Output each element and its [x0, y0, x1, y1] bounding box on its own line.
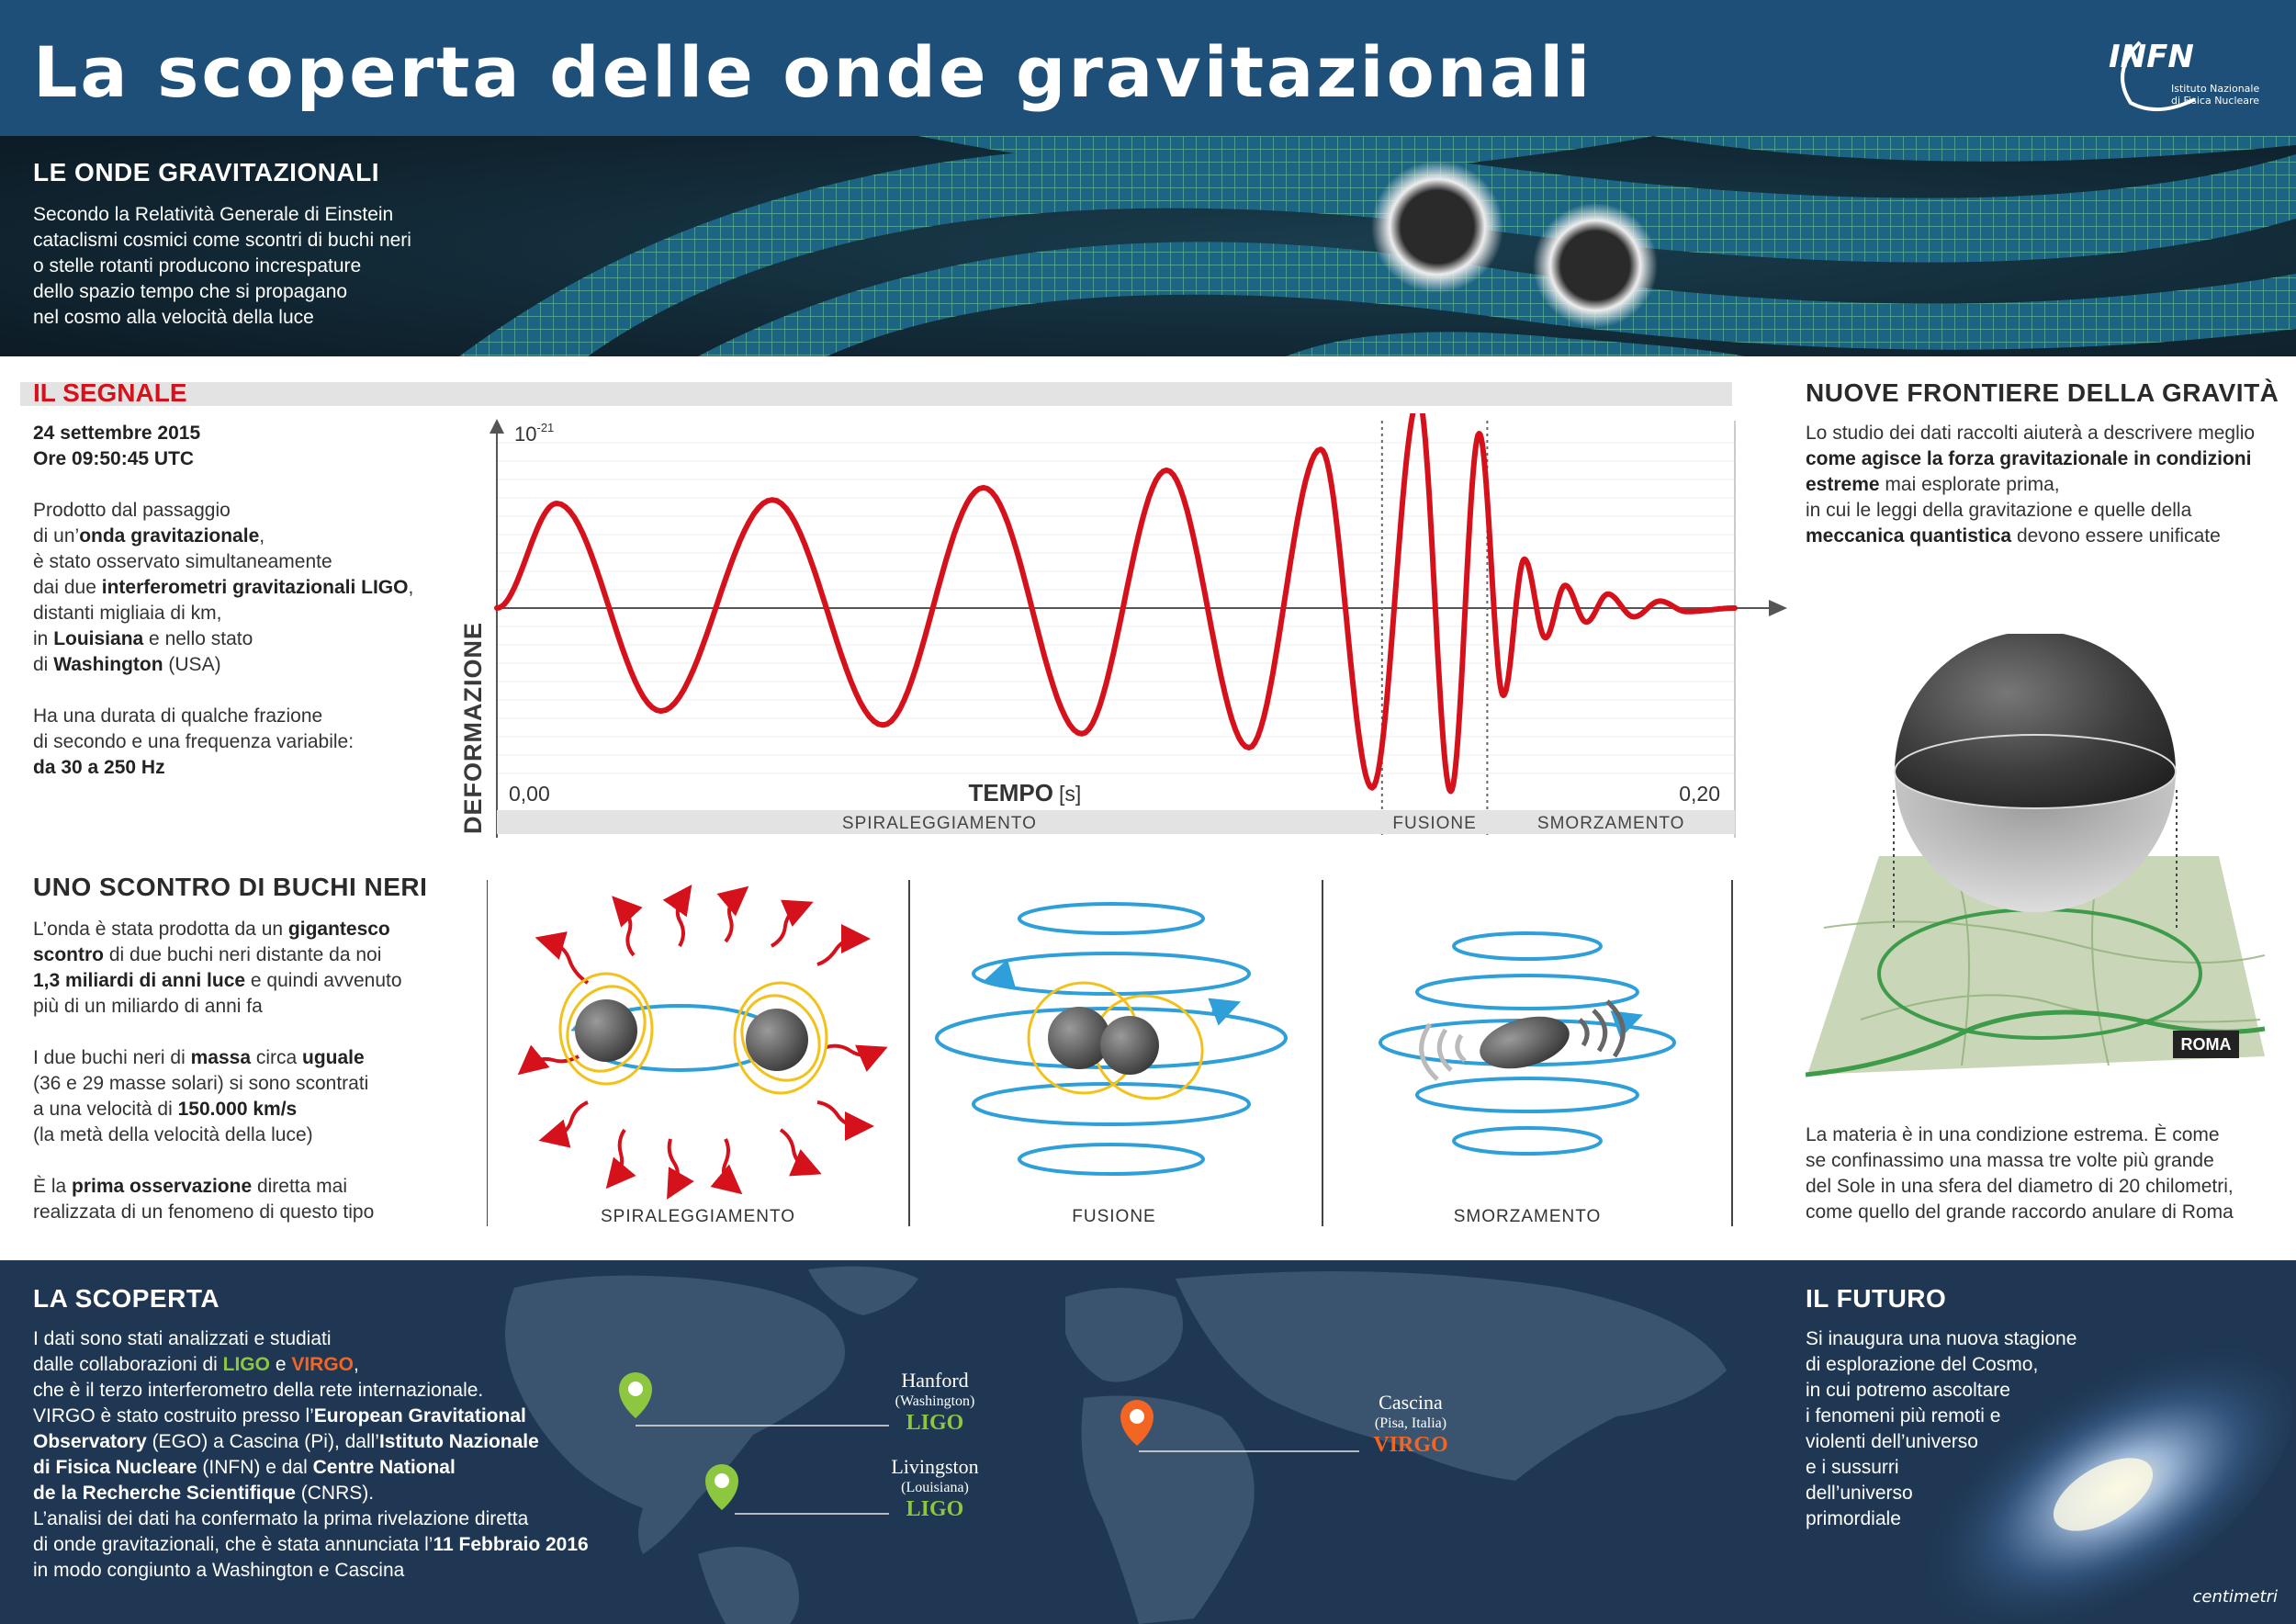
future-text: Si inaugura una nuova stagione di esplorazione del Cosmo, in cui potremo ascoltare i fenomeni più remoti e violenti dell’universo e i sussurri dell’universo primordiale [1806, 1328, 2077, 1529]
infn-logo [2103, 35, 2278, 112]
signal-heading-bar [20, 382, 1732, 406]
collision-illustrations [487, 873, 1745, 1231]
signal-chart [441, 413, 1800, 845]
x-axis-label: TEMPO [968, 779, 1053, 806]
future-heading: IL FUTURO [1806, 1284, 1947, 1313]
x-tick-start: 0,00 [509, 782, 550, 806]
site-hanford-detector: LIGO [906, 1411, 964, 1435]
header-bar [0, 0, 2296, 136]
site-hanford-region: (Washington) [895, 1393, 975, 1409]
x-tick-end: 0,20 [1679, 782, 1720, 806]
merging-black-hole-2 [1100, 1016, 1159, 1075]
scene-spiraleggiamento [529, 896, 874, 1226]
site-livingston-name: Livingston [891, 1455, 979, 1478]
intro-heading: LE ONDE GRAVITAZIONALI [33, 158, 380, 186]
scene-smorzamento [1380, 933, 1674, 1226]
credit-text: centimetri [2192, 1587, 2278, 1607]
intro-text: Secondo la Relatività Generale di Einstein cataclismi cosmici come scontri di buchi neri o stelle rotanti producono increspature dello spazio tempo che si propagano nel cosmo alla velocità della luce [33, 204, 411, 328]
site-cascina-detector: VIRGO [1373, 1433, 1448, 1457]
black-hole-2 [1533, 203, 1658, 328]
merging-black-hole-1 [1048, 1007, 1110, 1069]
roma-label: ROMA [2180, 1035, 2232, 1054]
discovery-heading: LA SCOPERTA [33, 1284, 220, 1313]
site-hanford-name: Hanford [901, 1369, 969, 1392]
discovery-text: I dati sono stati analizzati e studiati dalle collaborazioni di LIGO e VIRGO, che è il terzo interferometro della rete internazionale. VIRGO è stato costruito presso l’European Gravitational Observatory (EGO) a Cascina (Pi), dall’Istituto Nazionale di Fisica Nucleare (INFN) e dal Centre National de la Recherche Scientifique (CNRS). L’analisi dei dati ha confermato la prima rivelazione diretta di onde gravitazionali, che è stata annunciata l’11 Febbraio 2016 in modo congiunto a Washington e Cascina [33, 1328, 589, 1581]
signal-waveform [497, 413, 1735, 792]
site-cascina-name: Cascina [1379, 1391, 1443, 1414]
logo-subtitle: Istituto Nazionale di Fisica Nucleare [2171, 83, 2260, 107]
signal-text: 24 settembre 2015 Ore 09:50:45 UTC Prodotto dal passaggio di un’onda gravitazionale, è stato osservato simultaneamente dai due interferometri gravitazionali LIGO, distanti migliaia di km, in Louisiana e nello stato di Washington (USA) Ha una durata di qualche frazione di secondo e una frequenza variabile: da 30 a 250 Hz [33, 423, 414, 778]
frontiers-text: Lo studio dei dati raccolti aiuterà a descrivere meglio come agisce la forza gravitazionale in condizioni estreme mai esplorate prima, in cui le leggi della gravitazione e quelle della meccanica quantistica devono essere unificate [1806, 423, 2256, 547]
phase-label-smorzamento: SMORZAMENTO [1536, 814, 1685, 833]
scene-label-fusione: FUSIONE [1072, 1207, 1156, 1226]
y-axis-label: DEFORMAZIONE [459, 622, 487, 834]
frontiers-text-2: La materia è in una condizione estrema. È come se confinassimo una massa tre volte più grande del Sole in una sfera del diametro di 20 chilometri, come quello del grande raccordo anulare di Roma [1806, 1124, 2234, 1223]
footer-section [0, 1260, 2296, 1624]
scene-fusione [937, 904, 1286, 1226]
y-unit-label: $10^{-21}$ [514, 421, 555, 445]
scene-label-smorzamento: SMORZAMENTO [1453, 1207, 1602, 1226]
site-cascina-region: (Pisa, Italia) [1374, 1415, 1447, 1431]
page-title: La scoperta delle onde gravitazionali [33, 31, 1593, 113]
phase-label-fusione: FUSIONE [1392, 814, 1477, 833]
frontiers-heading: NUOVE FRONTIERE DELLA GRAVITÀ [1806, 378, 2279, 407]
phase-label-spiraleggiamento: SPIRALEGGIAMENTO [841, 814, 1037, 833]
black-hole-1 [1371, 161, 1503, 293]
continents [505, 1267, 1727, 1624]
collision-heading: UNO SCONTRO DI BUCHI NERI [33, 873, 428, 901]
merged-black-hole [1474, 1008, 1575, 1077]
sphere-over-rome-illustration [1806, 634, 2283, 1093]
y-axis-arrow-icon [490, 419, 504, 434]
logo-text: INFN [2109, 39, 2194, 75]
black-hole-ball-1 [575, 999, 637, 1062]
site-livingston-region: (Louisiana) [901, 1480, 969, 1495]
signal-heading: IL SEGNALE [33, 378, 187, 407]
site-livingston-detector: LIGO [906, 1497, 964, 1521]
livingston-pin-icon [705, 1464, 738, 1510]
x-axis-arrow-icon [1769, 600, 1787, 616]
collision-text: L’onda è stata prodotta da un gigantesco scontro di due buchi neri distante da noi 1,3 miliardi di anni luce e quindi avvenuto più di un miliardo di anni fa I due buchi neri di massa circa uguale (36 e 29 masse solari) si sono scontrati a una velocità di 150.000 km/s (la metà della velocità della luce) È la prima osservazione diretta mai realizzata di un fenomeno di questo tipo [33, 919, 402, 1223]
scene-label-spiraleggiamento: SPIRALEGGIAMENTO [600, 1207, 796, 1226]
x-axis-unit: [s] [1059, 782, 1082, 806]
black-hole-ball-2 [746, 1009, 808, 1071]
